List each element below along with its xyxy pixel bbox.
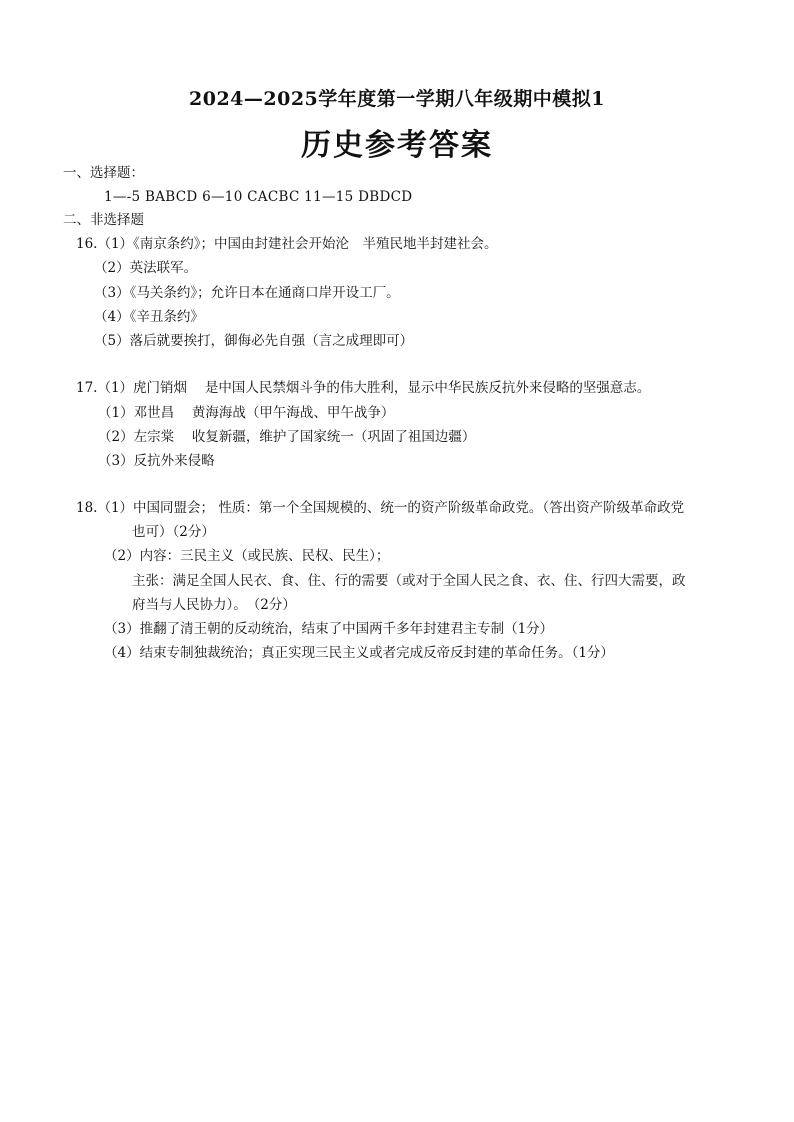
q18-line-5: （4）结束专制独裁统治；真正实现三民主义或者完成反帝反封建的革命任务。（1分）	[104, 645, 614, 661]
answer-key-title: 历史参考答案	[301, 128, 493, 163]
q18-line-3-cont: 府当与人民协力）。 （2分）	[132, 597, 296, 613]
q17-line-1: 17.（1）虎门销烟 是中国人民禁烟斗争的伟大胜利，显示中华民族反抗外来侵略的坚强意志。	[76, 380, 651, 396]
section-nonchoice-heading: 二、非选择题	[63, 212, 144, 228]
choice-answers: 1—-5 BABCD 6—10 CACBC 11—15 DBDCD	[104, 189, 413, 205]
q18-line-1-cont: 也可）（2分）	[132, 524, 215, 540]
section-choice-heading: 一、选择题：	[63, 165, 144, 181]
q17-line-3: （2）左宗棠 收复新疆，维护了国家统一（巩固了祖国边疆）	[98, 429, 476, 445]
q16-line-2: （2）英法联军。	[94, 260, 198, 276]
exam-title: 2024—2025学年度第一学期八年级期中模拟1	[189, 88, 605, 110]
q18-line-2: （2）内容：三民主义（或民族、民权、民生）；	[104, 548, 390, 564]
q17-line-4: （3）反抗外来侵略	[98, 453, 215, 469]
q16-line-1: 16.（1）《南京条约》；中国由封建社会开始沦 半殖民地半封建社会。	[76, 236, 498, 252]
q17-line-2: （1）邓世昌 黄海海战（甲午海战、甲午战争）	[98, 405, 395, 421]
q18-line-4: （3）推翻了清王朝的反动统治，结束了中国两千多年封建君主专制（1分）	[104, 621, 554, 637]
q18-line-1: 18.（1）中国同盟会； 性质：第一个全国规模的、统一的资产阶级革命政党。（答出资产阶级革命政党	[76, 500, 685, 516]
q16-line-4: （4）《辛丑条约》	[94, 309, 204, 325]
q16-line-3: （3）《马关条约》；允许日本在通商口岸开设工厂。	[94, 285, 400, 301]
q18-line-3: 主张：满足全国人民衣、食、住、行的需要（或对于全国人民之食、衣、住、行四大需要，政	[132, 573, 686, 589]
q16-line-5: （5）落后就要挨打，御侮必先自强（言之成理即可）	[94, 333, 414, 349]
